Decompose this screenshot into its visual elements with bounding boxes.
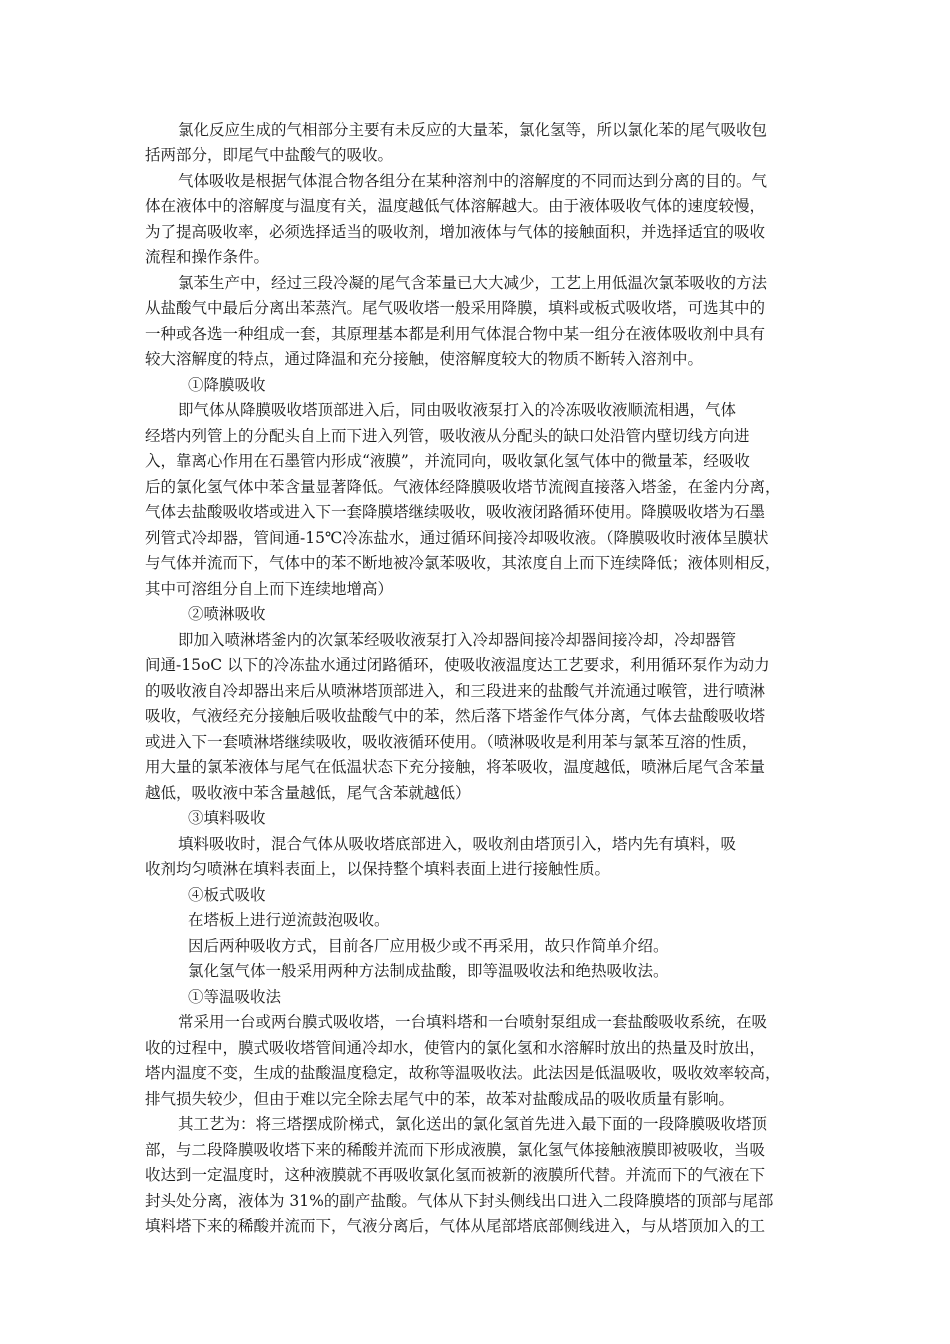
section-heading: ①等温吸收法 [188,988,282,1006]
paragraph-line: 从盐酸气中最后分离出苯蒸汽。尾气吸收塔一般采用降膜，填料或板式吸收塔，可选其中的 [145,299,766,317]
section-heading: ③填料吸收 [188,809,266,827]
paragraph-line: 为了提高吸收率，必须选择适当的吸收剂，增加液体与气体的接触面积，并选择适宜的吸收 [145,223,766,241]
paragraph-line: 收剂均匀喷淋在填料表面上，以保持整个填料表面上进行接触性质。 [145,860,611,878]
paragraph-line: 气体吸收是根据气体混合物各组分在某种溶剂中的溶解度的不同而达到分离的目的。气 [178,172,768,190]
paragraph-line: 括两部分，即尾气中盐酸气的吸收。 [145,146,394,164]
paragraph-line: 即气体从降膜吸收塔顶部进入后，同由吸收液泵打入的冷冻吸收液顺流相遇，气体 [178,401,737,419]
paragraph-line: 列管式冷却器，管间通-15℃冷冻盐水，通过循环间接冷却吸收液。（降膜吸收时液体呈膜状 [145,529,769,547]
paragraph-line: 吸收，气液经充分接触后吸收盐酸气中的苯，然后落下塔釜作气体分离，气体去盐酸吸收塔 [145,707,766,725]
paragraph-line: 氯化反应生成的气相部分主要有未反应的大量苯，氯化氢等，所以氯化苯的尾气吸收包 [178,121,768,139]
paragraph-line: 其中可溶组分自上而下连续地增高） [145,580,394,598]
paragraph-line: 部，与二段降膜吸收塔下来的稀酸并流而下形成液膜，氯化氢气体接触液膜即被吸收，当吸 [145,1141,766,1159]
paragraph-line: 越低，吸收液中苯含量越低，尾气含苯就越低） [145,784,471,802]
paragraph-line: 收的过程中，膜式吸收塔管间通冷却水，使管内的氯化氢和水溶解时放出的热量及时放出， [145,1039,766,1057]
section-heading: ②喷淋吸收 [188,605,266,623]
section-heading: ①降膜吸收 [188,376,266,394]
paragraph-line: 气体去盐酸吸收塔或进入下一套降膜塔继续吸收，吸收液闭路循环使用。降膜吸收塔为石墨 [145,503,766,521]
paragraph-line: 排气损失较少，但由于难以完全除去尾气中的苯，故苯对盐酸成品的吸收质量有影响。 [145,1090,735,1108]
paragraph-line: 封头处分离，液体为 31%的副产盐酸。气体从下封头侧线出口进入二段降膜塔的顶部与尾部 [145,1192,774,1210]
paragraph-line: 与气体并流而下，气体中的苯不断地被冷氯苯吸收，其浓度自上而下连续降低；液体则相反， [145,554,781,572]
paragraph-line: 即加入喷淋塔釜内的次氯苯经吸收液泵打入冷却器间接冷却器间接冷却，冷却器管 [178,631,737,649]
paragraph-line: 体在液体中的溶解度与温度有关，温度越低气体溶解越大。由于液体吸收气体的速度较慢， [145,197,766,215]
paragraph-line: 经塔内列管上的分配头自上而下进入列管，吸收液从分配头的缺口处沿管内壁切线方向进 [145,427,750,445]
paragraph-line: 因后两种吸收方式，目前各厂应用极少或不再采用，故只作简单介绍。 [188,937,669,955]
paragraph-line: 其工艺为：将三塔摆成阶梯式，氯化送出的氯化氢首先进入最下面的一段降膜吸收塔顶 [178,1115,768,1133]
paragraph-line: 填料吸收时，混合气体从吸收塔底部进入，吸收剂由塔顶引入，塔内先有填料，吸 [178,835,737,853]
paragraph-line: 在塔板上进行逆流鼓泡吸收。 [188,911,390,929]
paragraph-line: 收达到一定温度时，这种液膜就不再吸收氯化氢而被新的液膜所代替。并流而下的气液在下 [145,1166,766,1184]
paragraph-line: 填料塔下来的稀酸并流而下，气液分离后，气体从尾部塔底部侧线进入，与从塔顶加入的工 [145,1217,766,1235]
paragraph-line: 的吸收液自冷却器出来后从喷淋塔顶部进入，和三段进来的盐酸气并流通过喉管，进行喷淋 [145,682,766,700]
paragraph-line: 氯化氢气体一般采用两种方法制成盐酸，即等温吸收法和绝热吸收法。 [188,962,669,980]
paragraph-line: 较大溶解度的特点，通过降温和充分接触，使溶解度较大的物质不断转入溶剂中。 [145,350,704,368]
paragraph-line: 间通-15oC 以下的冷冻盐水通过闭路循环，使吸收液温度达工艺要求，利用循环泵作为动力 [145,656,770,674]
paragraph-line: 入，靠离心作用在石墨管内形成“液膜”，并流同向，吸收氯化氢气体中的微量苯，经吸收 [145,452,750,470]
paragraph-line: 常采用一台或两台膜式吸收塔，一台填料塔和一台喷射泵组成一套盐酸吸收系统，在吸 [178,1013,768,1031]
section-heading: ④板式吸收 [188,886,266,904]
paragraph-line: 流程和操作条件。 [145,248,270,266]
paragraph-line: 后的氯化氢气体中苯含量显著降低。气液体经降膜吸收塔节流阀直接落入塔釜，在釜内分离， [145,478,781,496]
paragraph-line: 氯苯生产中，经过三段冷凝的尾气含苯量已大大减少，工艺上用低温次氯苯吸收的方法 [178,274,768,292]
paragraph-line: 或进入下一套喷淋塔继续吸收，吸收液循环使用。（喷淋吸收是利用苯与氯苯互溶的性质， [145,733,758,751]
paragraph-line: 一种或各选一种组成一套，其原理基本都是利用气体混合物中某一组分在液体吸收剂中具有 [145,325,766,343]
paragraph-line: 塔内温度不变，生成的盐酸温度稳定，故称等温吸收法。此法因是低温吸收，吸收效率较高， [145,1064,781,1082]
paragraph-line: 用大量的氯苯液体与尾气在低温状态下充分接触，将苯吸收，温度越低，喷淋后尾气含苯量 [145,758,766,776]
